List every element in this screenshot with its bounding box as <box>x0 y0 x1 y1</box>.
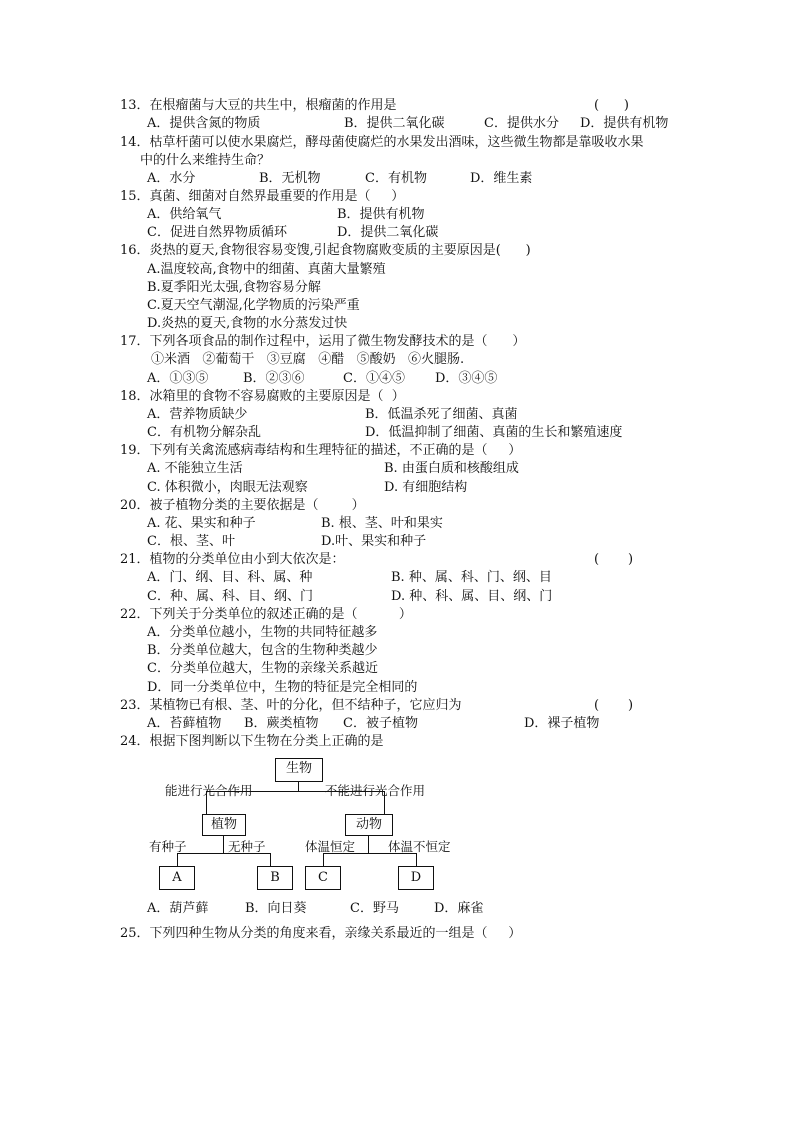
label-photosynthesis-no: 不能进行光合作用 <box>325 783 426 798</box>
q21-option-c: C．种、属、科、目、纲、门 <box>147 589 313 604</box>
q13-answer-paren: ( ) <box>594 98 629 113</box>
q15-stem: 15．真菌、细菌对自然界最重要的作用是（ ） <box>120 189 405 204</box>
q18-option-c: C．有机物分解杂乱 <box>147 425 261 440</box>
connector-animal-down <box>368 835 369 853</box>
q19-option-c: C. 体积微小，肉眼无法观察 <box>147 480 308 495</box>
connector-plant-down <box>223 835 224 853</box>
connector-root-down <box>298 781 299 791</box>
q17-option-c: C．①④⑤ <box>343 371 405 386</box>
q22-option-c: C．分类单位越大，生物的亲缘关系越近 <box>147 661 378 676</box>
node-organism: 生物 <box>275 758 323 782</box>
q21-answer-paren: ( ) <box>594 552 634 567</box>
q22-option-d: D．同一分类单位中，生物的特征是完全相同的 <box>147 680 418 695</box>
q14-stem-cont: 中的什么来维持生命？ <box>140 153 271 168</box>
q17-stem: 17．下列各项食品的制作过程中，运用了微生物发酵技术的是（ ） <box>120 334 526 349</box>
node-plant: 植物 <box>202 814 246 836</box>
node-d: D <box>398 866 434 890</box>
q13-option-d: D．提供有机物 <box>580 116 669 131</box>
classification-tree-diagram <box>140 755 470 895</box>
q24-stem: 24．根据下图判断以下生物在分类上正确的是 <box>120 734 384 749</box>
q17-option-a: A．①③⑤ <box>147 371 209 386</box>
q23-option-c: C．被子植物 <box>343 716 418 731</box>
node-a: A <box>159 866 195 890</box>
connector-to-plant <box>206 791 207 814</box>
q18-stem: 18．冰箱里的食物不容易腐败的主要原因是（ ） <box>120 389 405 404</box>
q20-option-b: B. 根、茎、叶和果实 <box>321 516 443 531</box>
q15-option-d: D．提供二氧化碳 <box>337 225 439 240</box>
q18-option-a: A．营养物质缺少 <box>147 407 248 422</box>
connector-to-animal <box>384 791 385 814</box>
connector-to-a <box>177 853 178 866</box>
q16-stem: 16．炎热的夏天,食物很容易变馊,引起食物腐败变质的主要原因是( ) <box>120 243 531 258</box>
q19-option-b: B. 由蛋白质和核酸组成 <box>384 461 519 476</box>
q21-option-a: A．门、纲、目、科、属、种 <box>147 570 313 585</box>
node-animal: 动物 <box>345 814 393 836</box>
q13-option-b: B．提供二氧化碳 <box>344 116 445 131</box>
label-variable-temp: 体温不恒定 <box>388 839 451 854</box>
q16-option-c: C.夏天空气潮湿,化学物质的污染严重 <box>147 298 360 313</box>
node-b: B <box>257 866 293 890</box>
q16-option-a: A.温度较高,食物中的细菌、真菌大量繁殖 <box>147 262 386 277</box>
q13-option-a: A．提供含氮的物质 <box>147 116 261 131</box>
q23-option-b: B．蕨类植物 <box>244 716 319 731</box>
q21-stem: 21．植物的分类单位由小到大依次是： <box>120 552 345 567</box>
q25-stem: 25．下列四种生物从分类的角度来看，亲缘关系最近的一组是（ ） <box>120 926 522 941</box>
connector-to-c <box>323 853 324 866</box>
label-photosynthesis-yes: 能进行光合作用 <box>165 783 253 798</box>
q18-option-d: D．低温抑制了细菌、真菌的生长和繁殖速度 <box>365 425 623 440</box>
q14-option-c: C．有机物 <box>365 171 427 186</box>
q18-option-b: B．低温杀死了细菌、真菌 <box>365 407 518 422</box>
q19-stem: 19．下列有关禽流感病毒结构和生理特征的描述，不正确的是（ ） <box>120 443 522 458</box>
q14-option-a: A．水分 <box>147 171 196 186</box>
q16-option-d: D.炎热的夏天,食物的水分蒸发过快 <box>147 316 348 331</box>
q24-option-d: D．麻雀 <box>434 901 484 916</box>
label-no-seed: 无种子 <box>228 839 266 854</box>
q14-option-d: D．维生素 <box>470 171 533 186</box>
node-c: C <box>305 866 341 890</box>
q13-option-c: C．提供水分 <box>484 116 559 131</box>
q22-option-b: B．分类单位越大，包含的生物种类越少 <box>147 643 378 658</box>
q20-option-d: D.叶、果实和种子 <box>321 534 427 549</box>
q19-option-a: A. 不能独立生活 <box>147 461 243 476</box>
label-has-seed: 有种子 <box>149 839 187 854</box>
q21-option-d: D. 种、科、属、目、纲、门 <box>391 589 553 604</box>
q17-option-b: B．②③⑥ <box>243 371 305 386</box>
q20-option-c: C．根、茎、叶 <box>147 534 235 549</box>
q23-option-d: D．裸子植物 <box>524 716 600 731</box>
q23-stem: 23．某植物已有根、茎、叶的分化，但不结种子，它应归为 <box>120 698 462 713</box>
label-constant-temp: 体温恒定 <box>305 839 356 854</box>
q20-option-a: A. 花、果实和种子 <box>147 516 256 531</box>
q24-option-c: C．野马 <box>350 901 399 916</box>
connector-to-d <box>416 853 417 866</box>
q19-option-d: D. 有细胞结构 <box>384 480 468 495</box>
q22-option-a: A．分类单位越小，生物的共同特征越多 <box>147 625 378 640</box>
q22-stem: 22．下列关于分类单位的叙述正确的是（ ） <box>120 607 412 622</box>
q23-option-a: A．苔藓植物 <box>147 716 222 731</box>
q17-option-d: D．③④⑤ <box>435 371 498 386</box>
q21-option-b: B. 种、属、科、门、纲、目 <box>391 570 552 585</box>
q14-option-b: B．无机物 <box>259 171 321 186</box>
q16-option-b: B.夏季阳光太强,食物容易分解 <box>147 280 321 295</box>
q14-stem: 14．枯草杆菌可以使水果腐烂，酵母菌使腐烂的水果发出酒味，这些微生物都是靠吸收水果 <box>120 135 644 150</box>
q13-stem: 13．在根瘤菌与大豆的共生中，根瘤菌的作用是 <box>120 98 397 113</box>
q24-option-a: A．葫芦藓 <box>147 901 209 916</box>
q17-items: ①米酒 ②葡萄干 ③豆腐 ④醋 ⑤酸奶 ⑥火腿肠. <box>151 352 465 367</box>
q15-option-c: C．促进自然界物质循环 <box>147 225 287 240</box>
connector-to-b <box>270 853 271 866</box>
q23-answer-paren: ( ) <box>594 698 634 713</box>
q20-stem: 20．被子植物分类的主要依据是（ ） <box>120 498 365 513</box>
q15-option-a: A．供给氧气 <box>147 207 222 222</box>
q15-option-b: B．提供有机物 <box>337 207 425 222</box>
q24-option-b: B．向日葵 <box>245 901 307 916</box>
